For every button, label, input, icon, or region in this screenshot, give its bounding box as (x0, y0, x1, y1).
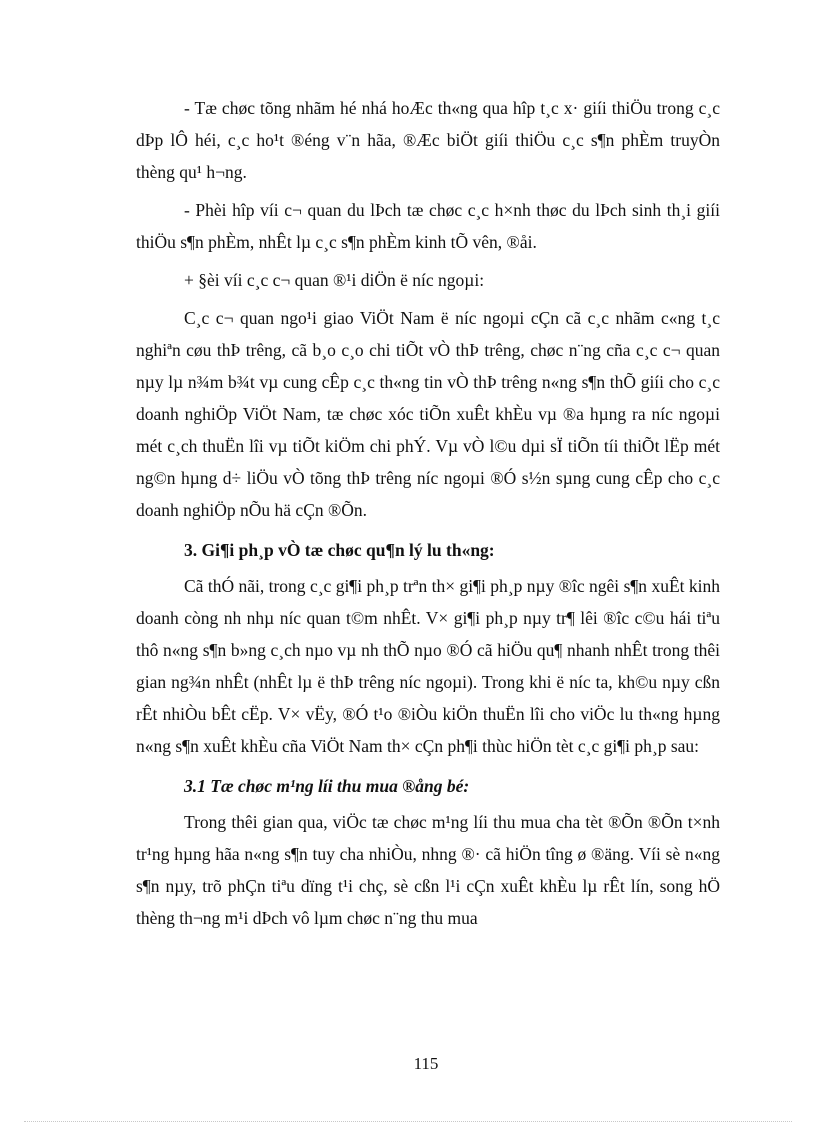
paragraph-4: C¸c c¬ quan ngo¹i giao ViÖt Nam ë níc ngoµi cÇn cã c¸c nhãm c«ng t¸c nghiªn cøu thÞ trêng, cã b¸o c¸o chi tiÕt vÒ thÞ trêng, chøc n¨ng cña c¸c c¬ quan nµy lµ n¾m b¾t vµ cung cÊp c¸c th«ng tin vÒ thÞ trêng n«ng s¶n thÕ giíi cho c¸c doanh nghiÖp ViÖt Nam, tæ chøc xóc tiÕn xuÊt khÈu vµ ®a hµng ra níc ngoµi mét c¸ch thuËn lîi vµ tiÕt kiÖm chi phÝ. Vµ vÒ l©u dµi sÏ tiÕn tíi thiÕt lËp mét ng©n hµng d÷ liÖu vÒ tõng thÞ trêng níc ngoµi ®Ó s½n sµng cung cÊp cho c¸c doanh nghiÖp nÕu hä cÇn ®Õn. (136, 308, 720, 520)
page-number: 115 (413, 1054, 439, 1073)
paragraph-6: Trong thêi gian qua, viÖc tæ chøc m¹ng líi thu mua cha tèt ®Õn ®Õn t×nh tr¹ng hµng hãa n«ng s¶n tuy cha nhiÒu, nhng ®· cã hiÖn tîng ø ®äng. Víi sè n«ng s¶n nµy, trõ phÇn tiªu dïng t¹i chç, sè cßn l¹i cÇn xuÊt khÈu lµ rÊt lín, song hÖ thèng th¬ng m¹i dÞch vô lµm chøc n¨ng thu mua (136, 812, 720, 928)
paragraph-2: - Phèi hîp víi c¬ quan du lÞch tæ chøc c¸c h×nh thøc du lÞch sinh th¸i giíi thiÖu s¶n phÈm, nhÊt lµ c¸c s¶n phÈm kinh tÕ vên, ®åi. (136, 200, 720, 252)
paragraph-5: Cã thÓ nãi, trong c¸c gi¶i ph¸p trªn th× gi¶i ph¸p nµy ®îc ngêi s¶n xuÊt kinh doanh còng nh nhµ níc quan t©m nhÊt. V× gi¶i ph¸p nµy tr¶ lêi ®îc c©u hái tiªu thô n«ng s¶n b»ng c¸ch nµo vµ nh thÕ nµo ®Ó cã hiÖu qu¶ nhanh nhÊt trong thêi gian ng¾n nhÊt (nhÊt lµ ë thÞ trêng níc ngoµi). Trong khi ë níc ta, kh©u nµy cßn rÊt nhiÒu bÊt cËp. V× vËy, ®Ó t¹o ®iÒu kiÖn thuËn lîi cho viÖc lu th«ng hµng n«ng s¶n xuÊt khÈu cña ViÖt Nam th× cÇn ph¶i thùc hiÖn tèt c¸c gi¶i ph¸p sau: (136, 576, 720, 756)
bottom-divider (24, 1121, 792, 1122)
section-heading: 3. Gi¶i ph¸p vÒ tæ chøc qu¶n lý lu th«ng: (184, 540, 495, 560)
subsection-heading: 3.1 Tæ chøc m¹ng líi thu mua ®ång bé: (184, 776, 470, 796)
document-page (136, 92, 720, 934)
paragraph-1: - Tæ chøc tõng nhãm hé nhá hoÆc th«ng qua hîp t¸c x· giíi thiÖu trong c¸c dÞp lÔ héi, c¸c ho¹t ®éng v¨n hãa, ®Æc biÖt giíi thiÖu c¸c s¶n phÈm truyÒn thèng qu¹ h¬ng. (136, 98, 720, 182)
paragraph-3: + §èi víi c¸c c¬ quan ®¹i diÖn ë níc ngoµi: (184, 270, 485, 290)
